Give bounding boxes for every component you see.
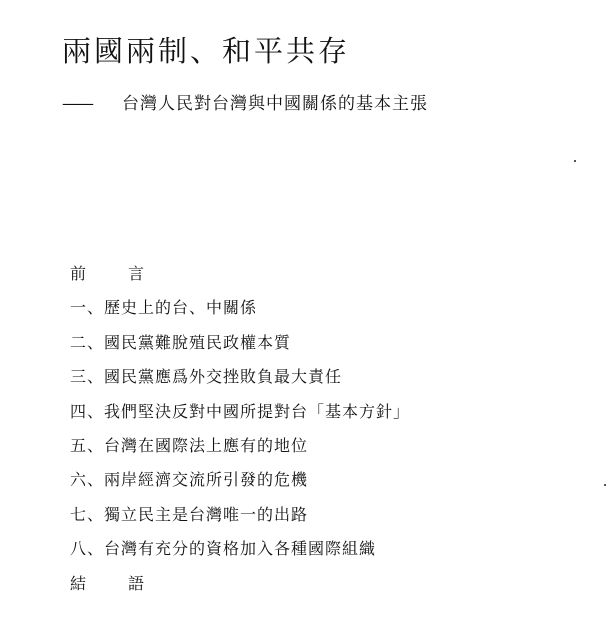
- document-subtitle: [62, 92, 428, 116]
- subtitle-dash: ——: [62, 94, 92, 114]
- toc-conclusion: 結 語: [70, 573, 146, 593]
- scan-speck: [604, 484, 606, 486]
- toc-item-3: 三、國民黨應爲外交挫敗負最大責任: [70, 367, 343, 387]
- subtitle-text: 台灣人民對台灣與中國關係的基本主張: [122, 94, 428, 114]
- toc-item-2: 二、國民黨難脫殖民政權本質: [70, 332, 292, 352]
- toc-item-1: 一、歷史上的台、中關係: [70, 298, 258, 318]
- toc-item-5: 五、台灣在國際法上應有的地位: [70, 435, 309, 455]
- scan-speck: [574, 160, 576, 162]
- toc-item-4: 四、我們堅決反對中國所提對台「基本方針」: [70, 401, 411, 421]
- table-of-contents: [70, 262, 410, 606]
- toc-item-7: 七、獨立民主是台灣唯一的出路: [70, 504, 309, 524]
- toc-item-6: 六、兩岸經濟交流所引發的危機: [70, 470, 309, 490]
- toc-item-8: 八、台灣有充分的資格加入各種國際組織: [70, 539, 377, 559]
- document-title: 兩國兩制、和平共存: [62, 34, 351, 68]
- toc-preface: 前 言: [70, 264, 146, 283]
